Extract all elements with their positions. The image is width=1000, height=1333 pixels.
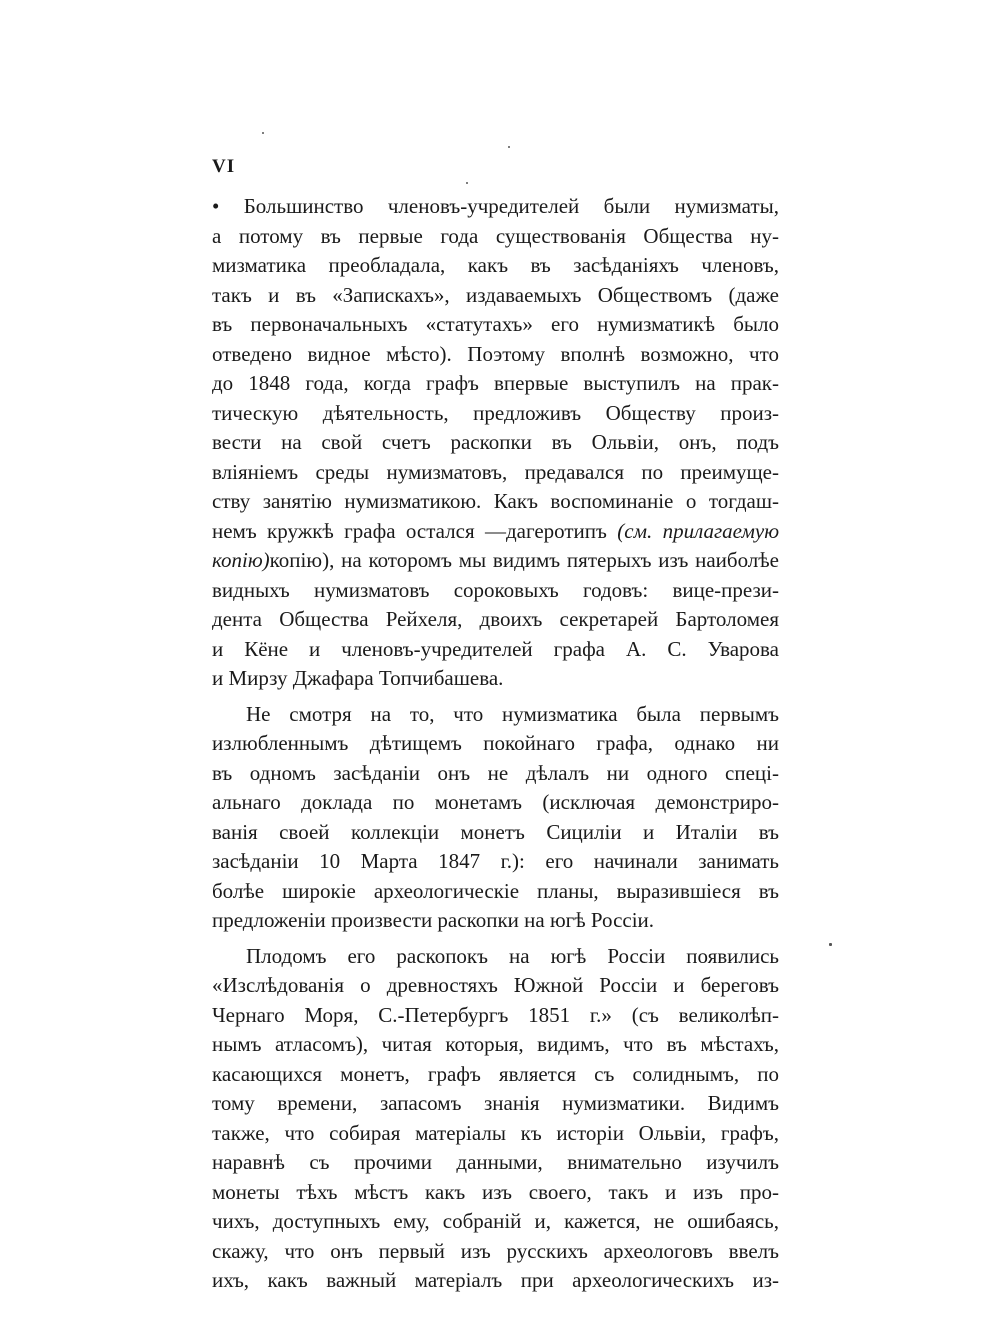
text-line: Чернаго Моря, С.-Петербургъ 1851 г.» (съ великолѣп- (212, 1002, 779, 1027)
text-line: также, что собирая матеріалы къ исторіи Ольвіи, графъ, (212, 1120, 779, 1145)
text-line: и Кёне и членовъ-учредителей графа А. С. Уварова (212, 636, 779, 661)
paragraph-1 (212, 192, 779, 694)
text-line: засѣданіи 10 Марта 1847 г.): его начинали занимать (212, 849, 779, 873)
text-segment: немъ кружкѣ графа остался —дагеротипъ (212, 518, 607, 543)
text-line: до 1848 года, когда графъ впервые выступилъ на прак- (212, 371, 779, 395)
text-line: Плодомъ его раскопокъ на югѣ Россіи появились (246, 943, 779, 968)
text-line: касающихся монетъ, графъ является съ солиднымъ, по (212, 1061, 779, 1086)
print-speck (262, 132, 264, 134)
page-number: VI (212, 156, 236, 177)
text-line: наравнѣ съ прочими данными, внимательно изучилъ (212, 1150, 779, 1174)
text-line: излюбленнымъ дѣтищемъ покойнаго графа, однако ни (212, 731, 779, 755)
text-line: ихъ, какъ важный матеріалъ при археологическихъ из- (212, 1268, 779, 1292)
text-line: Не смотря на то, что нумизматика была первымъ (246, 701, 779, 726)
text-line: болѣе широкіе археологическіе планы, выразившіеся въ (212, 878, 779, 903)
text-line: вліяніемъ среды нумизматовъ, предавался по преимуще- (212, 459, 779, 484)
italic-reference: (см. прилагаемую (617, 518, 779, 543)
text-line (212, 517, 779, 547)
text-line: а потому въ первые года существованія Общества ну- (212, 223, 779, 248)
text-line: мизматика преобладала, какъ въ засѣданіяхъ членовъ, (212, 253, 779, 277)
text-line: ванія своей коллекціи монетъ Сициліи и Италіи въ (212, 819, 779, 844)
print-speck (466, 182, 468, 184)
paragraph-2 (212, 700, 779, 936)
text-line: вести на свой счетъ раскопки въ Ольвіи, онъ, подъ (212, 430, 779, 454)
text-line: монеты тѣхъ мѣстъ какъ изъ своего, такъ и изъ про- (212, 1179, 779, 1204)
text-line: альнаго доклада по монетамъ (исключая демонстриро- (212, 790, 779, 814)
text-line: видныхъ нумизматовъ сороковыхъ годовъ: вице-прези- (212, 577, 779, 602)
text-line: въ первоначальныхъ «статутахъ» его нумизматикѣ было (212, 312, 779, 336)
text-line (212, 546, 779, 576)
text-line: «Изслѣдованія о древностяхъ Южной Россіи и береговъ (212, 973, 779, 997)
paragraph-3 (212, 942, 779, 1296)
text-line: • Большинство членовъ-учредителей были нумизматы, (212, 194, 779, 218)
text-line: скажу, что онъ первый изъ русскихъ археологовъ ввелъ (212, 1238, 779, 1263)
print-speck (508, 146, 510, 148)
print-speck (829, 943, 832, 946)
text-line: такъ и въ «Запискахъ», издаваемыхъ Обществомъ (даже (212, 282, 779, 307)
text-line: нымъ атласомъ), читая которыя, видимъ, что въ мѣстахъ, (212, 1032, 779, 1056)
body-text (212, 192, 779, 1302)
text-segment: копію), на которомъ мы видимъ пятерыхъ изъ наиболѣе (269, 548, 779, 572)
text-line: и Мирзу Джафара Топчибашева. (212, 666, 504, 690)
italic-reference: копію) (212, 548, 270, 572)
text-line: предложеніи произвести раскопки на югѣ Россіи. (212, 908, 655, 932)
text-line: ству занятію нумизматикою. Какъ воспоминаніе о тогдаш- (212, 489, 779, 513)
text-line: дента Общества Рейхеля, двоихъ секретарей Бартоломея (212, 607, 779, 631)
text-line: въ одномъ засѣданіи онъ не дѣлалъ ни одного спеці- (212, 760, 779, 785)
text-line: тическую дѣятельность, предложивъ Обществу произ- (212, 400, 779, 425)
text-line: тому времени, запасомъ знанія нумизматики. Видимъ (212, 1091, 779, 1115)
text-line: чихъ, доступныхъ ему, собраній и, кажется, не ошибаясь, (212, 1209, 779, 1233)
text-line: отведено видное мѣсто). Поэтому вполнѣ возможно, что (212, 341, 779, 366)
